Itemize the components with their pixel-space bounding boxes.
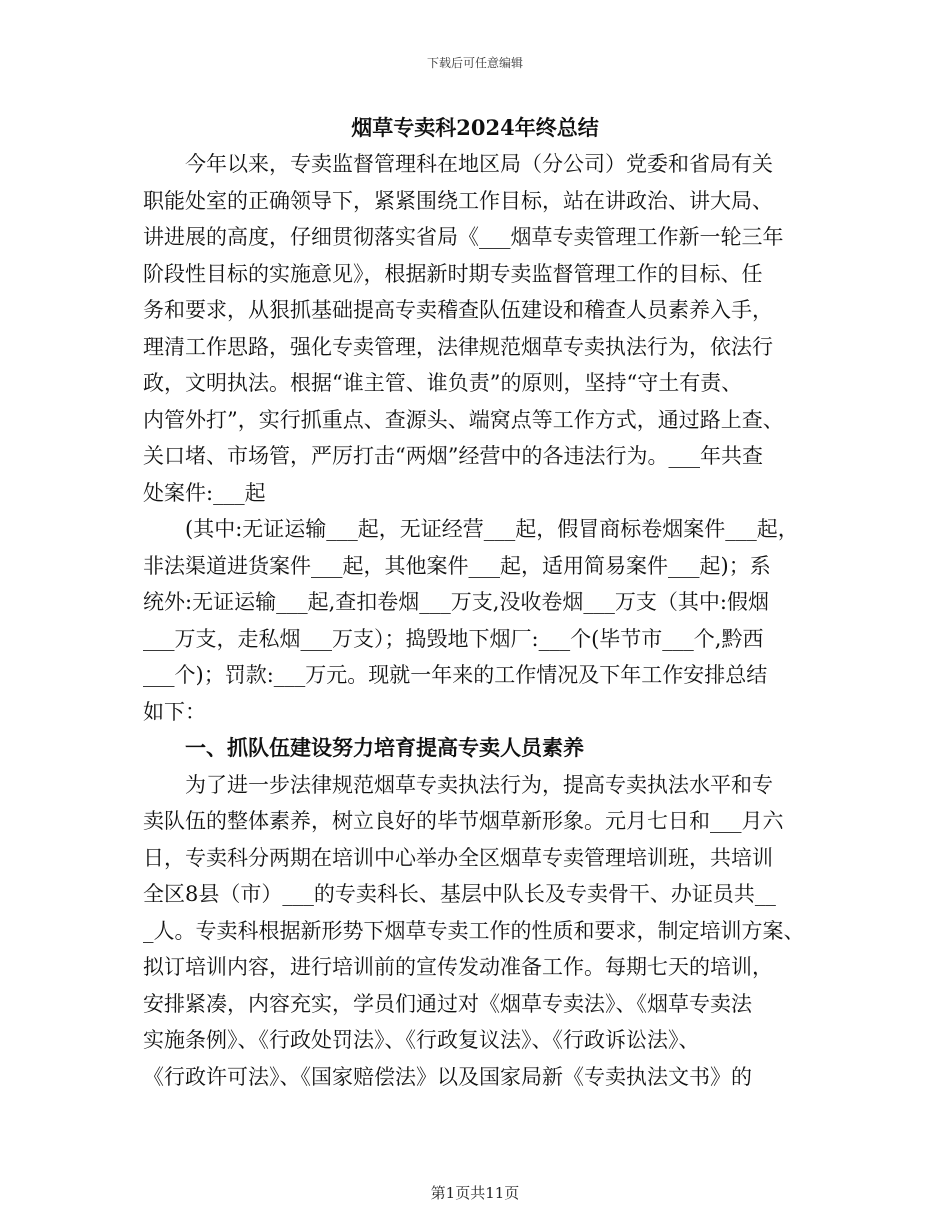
text-line: 安排紧凑，内容充实，学员们通过对《烟草专卖法》、《烟草专卖法 [143,991,752,1016]
text-line: (其中:无证运输___起，无证经营___起，假冒商标卷烟案件___起， [185,517,799,541]
document-title: 烟草专卖科2024年终总结 [351,115,599,140]
text-line: 卖队伍的整体素养，树立良好的毕节烟草新形象。元月七日和___月六 [143,809,784,833]
text-line: 日，专卖科分两期在培训中心举办全区烟草专卖管理培训班，共培训 [143,845,773,870]
text-line: 职能处室的正确领导下，紧紧围绕工作目标，站在讲政治、讲大局、 [143,188,773,213]
text-line: 处案件:___起 [143,480,266,505]
header-note: 下载后可任意编辑 [426,56,523,70]
text-line: 拟订培训内容，进行培训前的宣传发动准备工作。每期七天的培训， [143,955,773,979]
text-line: 实施条例》、《行政处罚法》、《行政复议法》、《行政诉讼法》、 [143,1028,700,1052]
text-line: 统外:无证运输___起,查扣卷烟___万支,没收卷烟___万支（其中:假烟 [143,590,769,614]
text-line: 理清工作思路，强化专卖管理，法律规范烟草专卖执法行为，依法行 [143,334,773,359]
page-footer: 第1页共11页 [430,1184,520,1202]
text-line: 关口堵、市场管，严厉打击“两烟”经营中的各违法行为。___年共查 [143,444,763,468]
text-line: 务和要求，从狠抓基础提高专卖稽查队伍建设和稽查人员素养入手， [143,298,773,322]
text-line: 非法渠道进货案件___起，其他案件___起，适用简易案件___起)；系 [143,553,771,578]
text-line: 全区8县（市）___的专卖科长、基层中队长及专卖骨干、办证员共__ [143,882,776,906]
text-line: 内管外打”，实行抓重点、查源头、端窝点等工作方式，通过路上查、 [143,407,784,432]
text-line: 如下： [143,699,206,724]
text-line: 为了进一步法律规范烟草专卖执法行为，提高专卖执法水平和专 [185,772,773,797]
text-line: 《行政许可法》、《国家赔偿法》以及国家局新《专卖执法文书》的 [143,1064,752,1089]
text-line: 讲进展的高度，仔细贯彻落实省局《___烟草专卖管理工作新一轮三年 [143,225,784,249]
text-line: 政，文明执法。根据“谁主管、谁负责”的原则，坚持“守土有责、 [143,371,743,395]
text-line: 今年以来，专卖监督管理科在地区局（分公司）党委和省局有关 [185,152,773,176]
text-line: 阶段性目标的实施意见》，根据新时期专卖监督管理工作的目标、任 [143,261,763,286]
document-body [143,146,833,1095]
text-line: ___个)；罚款:___万元。现就一年来的工作情况及下年工作安排总结 [143,663,768,687]
text-line: _人。专卖科根据新形势下烟草专卖工作的性质和要求，制定培训方案、 [143,918,805,943]
text-line: ___万支，走私烟___万支）；捣毁地下烟厂:___个(毕节市___个,黔西 [143,626,764,651]
section-heading: 一、抓队伍建设努力培育提高专卖人员素养 [185,735,584,760]
